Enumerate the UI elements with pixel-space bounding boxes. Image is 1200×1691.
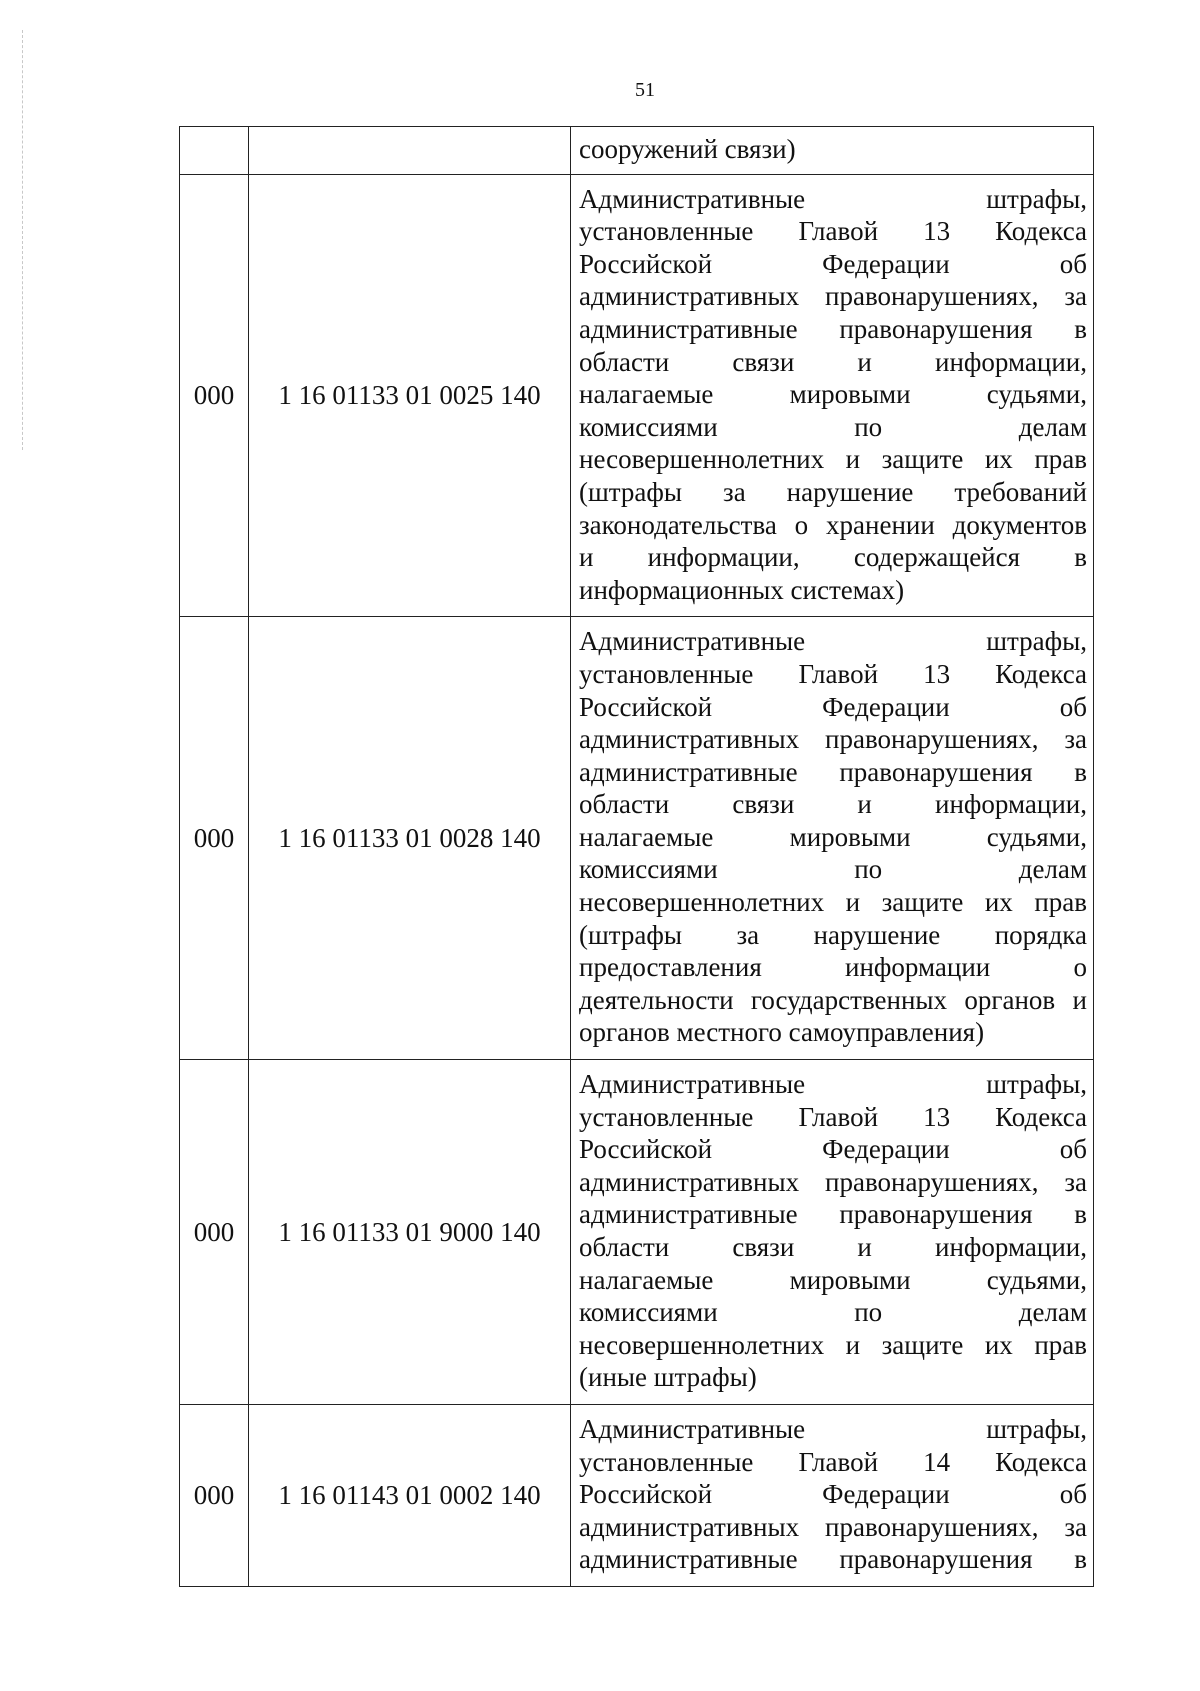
description-line: установленные Главой 13 Кодекса bbox=[579, 216, 1087, 247]
description-line: Административные штрафы, bbox=[579, 183, 1087, 214]
description-line: административных правонарушениях, за bbox=[579, 281, 1087, 312]
description-line: несовершеннолетних и защите их прав bbox=[579, 444, 1087, 475]
description-line: налагаемые мировыми судьями, bbox=[579, 821, 1087, 852]
description-line: установленные Главой 13 Кодекса bbox=[579, 1101, 1087, 1132]
description-line: административные правонарушения в bbox=[579, 1199, 1087, 1230]
table-row bbox=[180, 174, 1094, 617]
description-line: комиссиями по делам bbox=[579, 854, 1087, 885]
description-line: административных правонарушениях, за bbox=[579, 1511, 1087, 1542]
description-line: информационных системах) bbox=[579, 574, 905, 605]
description-line: установленные Главой 13 Кодекса bbox=[579, 658, 1087, 689]
description-line: административные правонарушения в bbox=[579, 313, 1087, 344]
budget-classification-table bbox=[179, 126, 1094, 1587]
description-line: административные правонарушения в bbox=[579, 1544, 1087, 1575]
table-row bbox=[180, 127, 1094, 175]
admin-code-cell bbox=[180, 127, 249, 175]
description-line: сооружений связи) bbox=[579, 134, 796, 164]
description-line: предоставления информации о bbox=[579, 952, 1087, 983]
description-cell bbox=[571, 174, 1094, 617]
kbk-code-cell: 1 16 01133 01 9000 140 bbox=[249, 1060, 571, 1405]
description-line: законодательства о хранении документов bbox=[579, 509, 1087, 540]
description-line: деятельности государственных органов и bbox=[579, 984, 1087, 1015]
description-line: (иные штрафы) bbox=[579, 1362, 757, 1393]
description-line: органов местного самоуправления) bbox=[579, 1017, 985, 1048]
description-line: Административные штрафы, bbox=[579, 626, 1087, 657]
description-line: области связи и информации, bbox=[579, 1232, 1087, 1262]
kbk-code-cell: 1 16 01133 01 0028 140 bbox=[249, 617, 571, 1060]
description-line: области связи и информации, bbox=[579, 789, 1087, 820]
table-row bbox=[180, 617, 1094, 1060]
description-line: Российской Федерации об bbox=[579, 691, 1087, 722]
admin-code-cell: 000 bbox=[180, 174, 249, 617]
description-line: Российской Федерации об bbox=[579, 1134, 1087, 1165]
description-line: административные правонарушения в bbox=[579, 756, 1087, 787]
description-line: (штрафы за нарушение порядка bbox=[579, 919, 1087, 950]
description-line: несовершеннолетних и защите их прав bbox=[579, 1329, 1087, 1360]
description-line: Административные штрафы, bbox=[579, 1413, 1087, 1444]
description-cell bbox=[571, 617, 1094, 1060]
description-line: области связи и информации, bbox=[579, 346, 1087, 377]
description-line: комиссиями по делам bbox=[579, 1297, 1087, 1328]
admin-code-cell: 000 bbox=[180, 1404, 249, 1586]
description-line: налагаемые мировыми судьями, bbox=[579, 1264, 1087, 1295]
admin-code-cell: 000 bbox=[180, 617, 249, 1060]
description-line: налагаемые мировыми судьями, bbox=[579, 379, 1087, 410]
kbk-code-cell: 1 16 01133 01 0025 140 bbox=[249, 174, 571, 617]
description-line: Российской Федерации об bbox=[579, 248, 1087, 279]
kbk-code-cell: 1 16 01143 01 0002 140 bbox=[249, 1404, 571, 1586]
description-line: и информации, содержащейся в bbox=[579, 542, 1087, 573]
table-row bbox=[180, 1060, 1094, 1405]
description-line: несовершеннолетних и защите их прав bbox=[579, 887, 1087, 918]
admin-code-cell: 000 bbox=[180, 1060, 249, 1405]
description-line: установленные Главой 14 Кодекса bbox=[579, 1446, 1087, 1477]
description-line: комиссиями по делам bbox=[579, 411, 1087, 442]
description-cell bbox=[571, 1060, 1094, 1405]
kbk-code-cell bbox=[249, 127, 571, 175]
description-line: Российской Федерации об bbox=[579, 1479, 1087, 1510]
description-cell bbox=[571, 1404, 1094, 1586]
description-line: (штрафы за нарушение требований bbox=[579, 476, 1087, 507]
description-line: административных правонарушениях, за bbox=[579, 1166, 1087, 1197]
table-body bbox=[180, 127, 1094, 1587]
table-row bbox=[180, 1404, 1094, 1586]
description-cell bbox=[571, 127, 1094, 175]
description-line: административных правонарушениях, за bbox=[579, 724, 1087, 755]
page-number: 51 bbox=[635, 79, 655, 101]
description-line: Административные штрафы, bbox=[579, 1069, 1087, 1100]
